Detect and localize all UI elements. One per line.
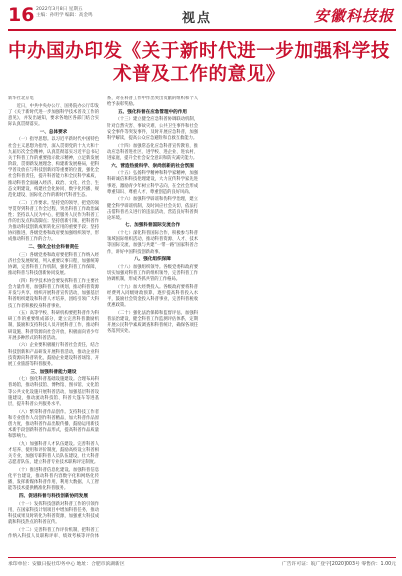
- paragraph: （三）各级党委和政府要把科普工作纳入经济社会发展规划，列入重要议事日程，加强统筹协调，完善科普工作机制，强化科普工作保障，推动科普与科技创新协同发展。: [8, 252, 99, 277]
- section-heading: 八、强化组织保障: [134, 257, 171, 263]
- footer-license-price: 广告许可证：皖广登字[2020]003号 零售价：1.00元: [281, 562, 396, 567]
- paragraph: （五）高等学校、科研机构要把科普作为科研工作的重要组成部分，建立完善科普激励机制，鼓励和支持科技人员开展科普工作，推动科研设施、科普资源向社会开放，积极面向青少年开展多种形式的科普活动。: [8, 311, 99, 341]
- byline: 新华社北京电: [8, 96, 34, 101]
- section-heading: 一、总体要求: [39, 129, 68, 135]
- paragraph: （十八）加强组织领导。各级党委和政府要切实加强对科普工作的组织领导，完善科普工作协调机制，形成齐抓共管的工作格局。: [107, 264, 198, 283]
- paragraph: （四）科学技术协会要发挥科普工作主要社会力量作用，加强科普工作规划，推动科普资源开发与共享，组织开展科普宣传活动，加强基层科普组织建设和科普人才培养，团结引领广大科技工作者积极投身科普事业。: [8, 278, 99, 309]
- paragraph: （十四）加强常态化应急科普宣传教育，推动应急科普进社区、进学校、进企业、进农村、进家庭，提升全社会安全意识和防灾减灾能力。: [107, 143, 198, 161]
- paragraph: （九）加强科普人才队伍建设。完善科普人才培养、使用和评价制度，鼓励高校设立科普相关专业，加强专职科普人员队伍建设，壮大科普志愿者队伍，建立科普专业技术职称评定制度。: [8, 441, 99, 466]
- section-heading: 六、营造热爱科学、崇尚创新的社会氛围: [111, 163, 194, 169]
- paragraph: （十九）加大经费投入。各级政府要将科普经费列入同级财政预算，逐步提高科普投入水平，鼓励社会资金投入科普事业，完善科普税收优惠政策。: [107, 284, 198, 309]
- paragraph: （一）指导思想。以习近平新时代中国特色社会主义思想为指导，深入贯彻党的十九大和十九届历次全会精神，认真贯彻落实习近平总书记关于科普工作的重要指示批示精神，立足新发展阶段、贯彻新发展理念、构建新发展格局，把科学普及放在与科技创新同等重要的位置，强化全社会科普责任，提升科普能力和全民科学素质，推动科普全面融入经济、政治、文化、社会、生态文明建设，构建社会化协同、数字化传播、规范化建设、国际化合作的新时代科普生态。: [8, 137, 99, 198]
- paragraph: （二十）强化法治保障和监督评估。加强科普法治建设，健全科普工作监测评估体系，定期开展公民科学素质调查和科普统计，确保各项任务落到实处。: [107, 311, 198, 335]
- paragraph: （十七）深化科普国际合作，积极参与科普领域国际组织活动，推动科普资源、人才、技术等国际交流，加强与共建“一带一路”国家科普合作，讲好中国科技创新故事。: [107, 231, 198, 255]
- paragraph: （十六）加强科学辟谣和伪科学治理，建立健全科学辟谣机制，及时回应社会关切，依法打击借科普名义进行的违法活动，营造良好科普舆论环境。: [107, 197, 198, 221]
- article-body: [8, 96, 396, 542]
- headline: 中办国办印发《关于新时代进一步加强科学技术普及工作的意见》: [7, 41, 390, 85]
- footer: [8, 560, 396, 567]
- section-heading: 七、加强科普国际交流合作: [124, 223, 181, 229]
- issue-meta: [36, 7, 93, 19]
- paragraph: （八）繁荣科普作品创作。支持科技工作者和专业创作人员创作科普精品，加大科普作品原创力度，推动科普作品出版传播，鼓励运用新技术新手段创新科普作品形式，提高科普作品质量和影响力。: [8, 409, 99, 440]
- masthead: [8, 4, 396, 28]
- masthead-rule: [8, 29, 396, 31]
- section-heading: 三、加强科普能力建设: [30, 369, 77, 375]
- editor-line: 主编：孙明学 编辑：高金鸣: [36, 13, 93, 18]
- footer-printer-info: 承印单位：安徽日报社印务中心 地址：合肥市滨湖新区: [8, 562, 125, 567]
- paragraph: （十一）发挥科技创新对科普工作的引领作用，在国家科技计划项目中增加科普任务，推动科技成果及时转化为科普资源，加强重大科技成就和科技热点的科普宣传。: [8, 501, 99, 526]
- footer-rule: [8, 557, 396, 558]
- paragraph: （六）企业要积极履行科普社会责任，结合科技创新和产品研发开展科普活动，推动企业科技资源向科普转化，鼓励企业建设科普场馆、开展工业旅游等科普服务。: [8, 343, 99, 367]
- issue-date: 2022年3月8日 星期五: [36, 7, 83, 12]
- paragraph: （七）强化科普基础设施建设。合理布局科普场馆，推动科技馆、博物馆、图书馆、文化馆等公共文化设施开展科普活动，加强基层科普设施建设，推动流动科技馆、科普大篷车等进基层，提升科普公共服务水平。: [8, 377, 99, 407]
- section-heading: 五、强化科普在应急管理中的作用: [118, 109, 187, 115]
- page-number: 16: [8, 4, 35, 26]
- paragraph: （十三）建立健全应急科普协调联动机制，针对自然灾害、事故灾难、公共卫生事件和社会安全事件等突发事件，及时开展应急科普，加强科学解读，提高公众应急避险和自救互救能力。: [107, 117, 198, 141]
- section-heading: 四、促进科普与科技创新协同发展: [19, 494, 88, 500]
- paragraph: （十五）弘扬科学精神和科学家精神，加强科研诚信和科技伦理建设，大力宣传科学家先进事迹，激励青少年树立科学志向，在全社会形成尊重知识、尊重人才、尊重创造的良好风尚。: [107, 171, 198, 195]
- lead-paragraph: 近日，中共中央办公厅、国务院办公厅印发了《关于新时代进一步加强科学技术普及工作的意见》，并发出通知，要求各地区各部门结合实际认真贯彻落实。: [8, 103, 99, 128]
- section-title: 视点: [182, 11, 213, 26]
- paragraph: （十二）完善科普工作评价机制，把科普工作纳入科技人员职称评审、绩效考核等评价体系，对在科普工作中作出突出贡献的组织和个人给予表彰奖励。: [8, 96, 198, 539]
- newspaper-logo: 安徽科技报: [313, 7, 394, 25]
- paragraph: （十）推进科普信息化建设。加强科普信息化平台建设，推动科普内容数字化和网络化传播，发挥新媒体科普作用，利用大数据、人工智能等技术提供精准化科普服务。: [8, 467, 99, 492]
- paragraph: （二）工作要求。坚持党的领导，把党的领导贯穿到科普工作全过程，突出科普工作政治属性；坚持以人民为中心，把服务人民作为科普工作的出发点和落脚点；坚持创新引领，把科普作为推动科技创新成果转化应用的重要手段；坚持协同推进，各级党委和政府要加强组织领导，形成推动科普工作的合力。: [8, 200, 99, 243]
- section-heading: 二、强化全社会科普责任: [28, 245, 79, 251]
